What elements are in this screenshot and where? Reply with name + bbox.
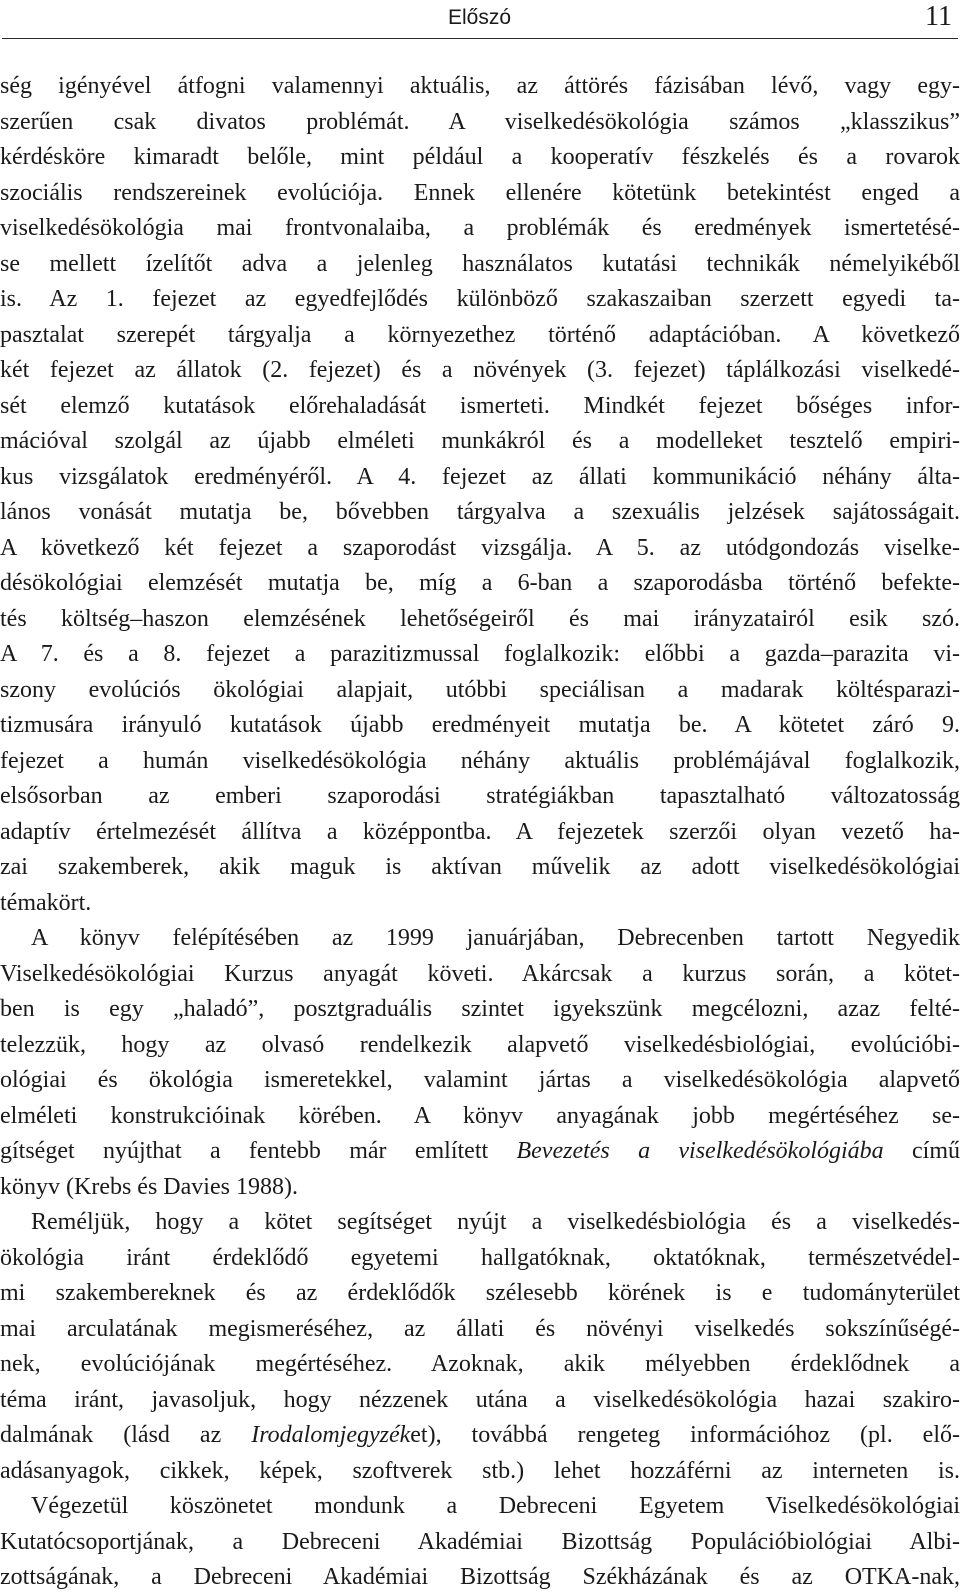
- text-line: sét elemző kutatások előrehaladását ismerteti. Mindkét fejezet bőséges infor-: [0, 392, 960, 419]
- text-line: viselkedésökológia mai frontvonalaiba, a problémák és eredmények ismertetésé-: [0, 215, 960, 241]
- text-line: adaptív értelmezését állítva a középpontba. A fejezetek szerzői olyan vezető ha-: [0, 818, 960, 845]
- page-number: 11: [925, 1, 952, 32]
- body-text: [0, 69, 960, 1596]
- text-line: szony evolúciós ökológiai alapjait, utóbbi speciálisan a madarak költésparazi-: [0, 676, 960, 703]
- text-segment: et), továbbá rengeteg információhoz (pl. elő-: [410, 1422, 960, 1448]
- text-line: kérdésköre kimaradt belőle, mint például a kooperatív fészkelés és a rovarok: [0, 144, 960, 170]
- text-line: zottságának, a Debreceni Akadémiai Bizottság Székházának és az OTKA-nak,: [0, 1564, 960, 1590]
- text-line: szociális rendszereinek evolúciója. Ennek ellenére kötetünk betekintést enged a: [0, 179, 960, 206]
- text-segment: dalmának (lásd az: [0, 1422, 252, 1448]
- running-title: Előszó: [448, 6, 512, 29]
- text-line: lános vonását mutatja be, bővebben tárgyalva a szexuális jelzések sajátosságait.: [0, 499, 960, 525]
- text-line: kus vizsgálatok eredményéről. A 4. fejezet az állati kommunikáció néhány álta-: [0, 463, 960, 490]
- text-line: témakört.: [0, 889, 92, 916]
- text-line: mációval szolgál az újabb elméleti munkákról és a modelleket tesztelő empiri-: [0, 428, 960, 454]
- text-line: nek, evolúciójának megértéséhez. Azoknak, akik mélyebben érdeklődnek a: [0, 1351, 960, 1377]
- text-line: tizmusára irányuló kutatások újabb eredményeit mutatja be. A kötetet záró 9.: [0, 712, 960, 738]
- text-line: A 7. és a 8. fejezet a parazitizmussal foglalkozik: előbbi a gazda–parazita vi-: [0, 641, 960, 667]
- text-line: tés költség–haszon elemzésének lehetőségeiről és mai irányzatairól esik szó.: [0, 605, 960, 632]
- text-line: téma iránt, javasoljuk, hogy nézzenek utána a viselkedésökológia hazai szakiro-: [0, 1386, 960, 1413]
- text-segment: gítséget nyújthat a fentebb már említett: [0, 1138, 517, 1164]
- text-line: Kutatócsoportjának, a Debreceni Akadémiai Bizottság Populációbiológiai Albi-: [0, 1528, 960, 1555]
- text-line: Reméljük, hogy a kötet segítséget nyújt a viselkedésbiológia és a viselkedés-: [31, 1209, 960, 1235]
- text-line: mi szakembereknek és az érdeklődők szélesebb körének is e tudományterület: [0, 1280, 960, 1306]
- text-line: Viselkedésökológiai Kurzus anyagát követi. Akárcsak a kurzus során, a kötet-: [0, 960, 960, 987]
- text-line: A következő két fejezet a szaporodást vizsgálja. A 5. az utódgondozás viselke-: [0, 534, 960, 561]
- text-line: désökológiai elemzését mutatja be, míg a 6-ban a szaporodásba történő befekte-: [0, 570, 960, 596]
- text-line: ökológia iránt érdeklődő egyetemi hallgatóknak, oktatóknak, természetvédel-: [0, 1244, 960, 1271]
- text-line: mai arculatának megismeréséhez, az állati és növényi viselkedés sokszínűségé-: [0, 1315, 960, 1342]
- text-line: két fejezet az állatok (2. fejezet) és a növények (3. fejezet) táplálkozási viselkedé-: [0, 357, 960, 383]
- text-line: se mellett ízelítőt adva a jelenleg használatos kutatási technikák némelyikéből: [0, 250, 960, 277]
- header-rule: [2, 38, 958, 39]
- text-line: pasztalat szerepét tárgyalja a környezethez történő adaptációban. A következő: [0, 321, 960, 348]
- text-line: fejezet a humán viselkedésökológia néhány aktuális problémájával foglalkozik,: [0, 747, 960, 774]
- text-line: ológiai és ökológia ismeretekkel, valamint jártas a viselkedésökológia alapvető: [0, 1067, 960, 1093]
- text-segment: című: [883, 1138, 960, 1164]
- text-line: zai szakemberek, akik maguk is aktívan művelik az adott viselkedésökológiai: [0, 854, 960, 880]
- text-line: adásanyagok, cikkek, képek, szoftverek stb.) lehet hozzáférni az interneten is.: [0, 1457, 960, 1484]
- text-line: szerűen csak divatos problémát. A viselkedésökológia számos „klasszikus”: [0, 108, 960, 135]
- text-line: elméleti konstrukcióinak körében. A könyv anyagának jobb megértéséhez se-: [0, 1102, 960, 1129]
- text-line: ség igényével átfogni valamennyi aktuális, az áttörés fázisában lévő, vagy egy-: [0, 73, 960, 99]
- text-line: is. Az 1. fejezet az egyedfejlődés különböző szakaszaiban szerzett egyedi ta-: [0, 286, 960, 312]
- text-line: telezzük, hogy az olvasó rendelkezik alapvető viselkedésbiológiai, evolúcióbi-: [0, 1031, 960, 1058]
- book-title: Bevezetés a viselkedésökológiába: [516, 1138, 884, 1164]
- text-line: A könyv felépítésében az 1999 januárjában, Debrecenben tartott Negyedik: [31, 925, 960, 951]
- text-line: könyv (Krebs és Davies 1988).: [0, 1173, 298, 1200]
- text-line: [0, 1134, 960, 1170]
- text-line: [0, 1418, 960, 1454]
- text-line: elsősorban az emberi szaporodási stratégiákban tapasztalható változatosság: [0, 783, 960, 809]
- text-line: Végezetül köszönetet mondunk a Debreceni Egyetem Viselkedésökológiai: [31, 1493, 960, 1519]
- running-header: [0, 0, 960, 40]
- text-line: ben is egy „haladó”, posztgraduális szintet igyekszünk megcélozni, azaz felté-: [0, 996, 960, 1022]
- reference-title: Irodalomjegyzék: [251, 1422, 411, 1448]
